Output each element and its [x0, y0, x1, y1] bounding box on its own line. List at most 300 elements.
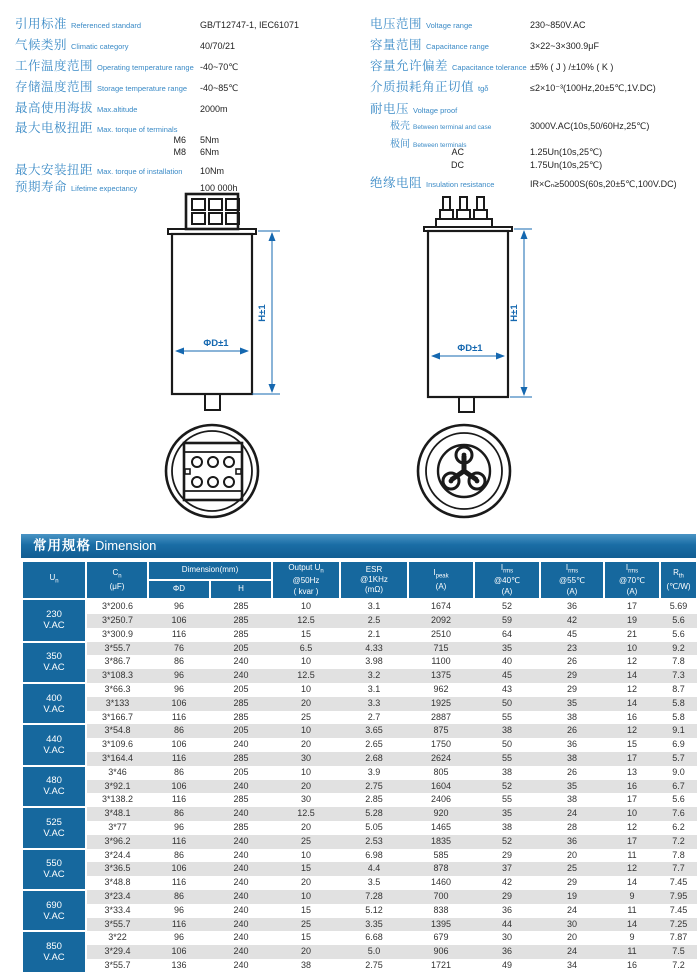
- spec-row-tgd: [370, 77, 700, 99]
- cell-irms-70: 12: [604, 683, 660, 697]
- spec-value: 230~850V.AC: [530, 20, 586, 30]
- spec-column-right: [370, 14, 700, 189]
- cell-output-un: 20: [272, 945, 340, 959]
- cell-h: 285: [210, 628, 272, 642]
- cell-esr: 2.68: [340, 752, 408, 766]
- cell-esr: 2.5: [340, 614, 408, 628]
- spec-label-en: Voltage proof: [413, 106, 458, 115]
- cell-rth: 7.2: [660, 835, 697, 849]
- col-header-irms-55: $I_{rms}$ @55℃ (A): [540, 561, 604, 599]
- table-row: [22, 628, 697, 642]
- cell-irms-55: 24: [540, 904, 604, 918]
- spec-value: -40~70℃: [200, 62, 239, 72]
- table-row: [22, 738, 697, 752]
- capacitor-body: [172, 234, 252, 394]
- cell-cn: 3*200.6: [86, 599, 148, 614]
- cell-output-un: 10: [272, 683, 340, 697]
- col-header-ipeak: $I_{peak}$ (A): [408, 561, 474, 599]
- spec-row-dc: [370, 160, 700, 173]
- cell-esr: 2.75: [340, 780, 408, 794]
- cell-irms-55: 29: [540, 876, 604, 890]
- spec-row-torque-m8: [15, 147, 370, 160]
- cell-h: 240: [210, 669, 272, 683]
- spec-label-zh: 容量允许偏差: [370, 59, 449, 73]
- cell-irms-55: 29: [540, 683, 604, 697]
- cell-cn: 3*133: [86, 697, 148, 711]
- cell-irms-70: 16: [604, 959, 660, 973]
- spec-label-en: Max. torque of terminals: [97, 125, 178, 134]
- cell-rth: 9.2: [660, 642, 697, 656]
- cell-h: 240: [210, 655, 272, 669]
- spec-value: ≤2×10⁻³(100Hz,20±5℃,1V.DC): [530, 83, 656, 93]
- cell-esr: 5.28: [340, 807, 408, 821]
- cell-rth: 7.87: [660, 931, 697, 945]
- cell-output-un: 15: [272, 862, 340, 876]
- table-row: [22, 599, 697, 614]
- spec-row-operating-temp: [15, 56, 370, 77]
- cell-output-un: 10: [272, 655, 340, 669]
- cell-cn: 3*164.4: [86, 752, 148, 766]
- cell-irms-55: 20: [540, 931, 604, 945]
- spec-value: IR×Cₙ≥5000S(60s,20±5℃,100V.DC): [530, 179, 677, 189]
- cell-esr: 3.1: [340, 683, 408, 697]
- cell-irms-55: 26: [540, 766, 604, 780]
- cell-esr: 2.65: [340, 738, 408, 752]
- cell-cn: 3*48.1: [86, 807, 148, 821]
- diameter-dimension-right: [432, 343, 504, 356]
- col-header-esr: ESR @1KHz (mΩ): [340, 561, 408, 599]
- spec-label-en: Voltage range: [426, 21, 473, 30]
- cell-rth: 9.1: [660, 724, 697, 738]
- cell-phid: 96: [148, 599, 210, 614]
- table-row: [22, 931, 697, 945]
- cell-phid: 86: [148, 724, 210, 738]
- cell-esr: 3.3: [340, 697, 408, 711]
- cell-irms-40: 59: [474, 614, 540, 628]
- spec-label-en: Max. torque of installation: [97, 167, 183, 176]
- cell-irms-55: 24: [540, 807, 604, 821]
- cell-h: 205: [210, 683, 272, 697]
- cell-irms-70: 13: [604, 766, 660, 780]
- cell-ipeak: 1460: [408, 876, 474, 890]
- cell-cn: 3*54.8: [86, 724, 148, 738]
- spec-label-en: Referenced standard: [71, 21, 142, 30]
- cell-irms-55: 35: [540, 697, 604, 711]
- cell-output-un: 25: [272, 711, 340, 725]
- cell-ipeak: 715: [408, 642, 474, 656]
- cell-esr: 3.5: [340, 876, 408, 890]
- cell-irms-55: 23: [540, 642, 604, 656]
- cell-irms-55: 30: [540, 918, 604, 932]
- cell-esr: 3.98: [340, 655, 408, 669]
- col-header-irms-40: $I_{rms}$ @40℃ (A): [474, 561, 540, 599]
- cell-rth: 7.5: [660, 945, 697, 959]
- cell-rth: 5.6: [660, 793, 697, 807]
- cell-h: 240: [210, 876, 272, 890]
- spec-row-terminal-torque: [15, 118, 370, 135]
- cell-rth: 9.0: [660, 766, 697, 780]
- cell-irms-40: 49: [474, 959, 540, 973]
- table-row: [22, 683, 697, 697]
- cell-irms-55: 38: [540, 752, 604, 766]
- cell-phid: 86: [148, 890, 210, 904]
- cell-irms-70: 21: [604, 628, 660, 642]
- table-row: [22, 642, 697, 656]
- cell-irms-40: 43: [474, 683, 540, 697]
- cell-irms-55: 38: [540, 793, 604, 807]
- cell-rth: 7.95: [660, 890, 697, 904]
- cell-irms-40: 45: [474, 669, 540, 683]
- spec-label-zh: 容量范围: [370, 38, 423, 52]
- cell-cn: 3*46: [86, 766, 148, 780]
- spec-column-left: [15, 14, 370, 194]
- spec-label-en: Between terminal and case: [413, 124, 492, 131]
- col-header-output-un: Output $U_n$ @50Hz ( kvar ): [272, 561, 340, 599]
- cell-esr: 4.33: [340, 642, 408, 656]
- cell-phid: 116: [148, 876, 210, 890]
- table-title-bar: [21, 534, 696, 558]
- cell-cn: 3*48.8: [86, 876, 148, 890]
- un-group-cell: 350 V.AC: [22, 642, 86, 683]
- cell-irms-40: 50: [474, 738, 540, 752]
- cell-rth: 7.8: [660, 655, 697, 669]
- cell-output-un: 20: [272, 876, 340, 890]
- spec-label-zh: 介质损耗角正切值: [370, 80, 475, 94]
- cell-output-un: 10: [272, 599, 340, 614]
- cell-irms-70: 15: [604, 738, 660, 752]
- cell-esr: 6.98: [340, 849, 408, 863]
- cell-h: 285: [210, 614, 272, 628]
- cell-rth: 7.3: [660, 669, 697, 683]
- cell-cn: 3*33.4: [86, 904, 148, 918]
- cell-ipeak: 1604: [408, 780, 474, 794]
- spec-row-terminal-case: [370, 116, 700, 134]
- cell-cn: 3*24.4: [86, 849, 148, 863]
- table-row: [22, 766, 697, 780]
- table-row: [22, 849, 697, 863]
- terminal-studs-3pin: [436, 197, 492, 227]
- cell-irms-70: 11: [604, 849, 660, 863]
- cell-irms-55: 38: [540, 711, 604, 725]
- cell-ipeak: 2624: [408, 752, 474, 766]
- cell-output-un: 30: [272, 793, 340, 807]
- cell-rth: 6.2: [660, 821, 697, 835]
- cell-ipeak: 1925: [408, 697, 474, 711]
- cell-irms-40: 38: [474, 821, 540, 835]
- cell-ipeak: 700: [408, 890, 474, 904]
- cell-esr: 3.35: [340, 918, 408, 932]
- cell-rth: 7.8: [660, 849, 697, 863]
- top-view-6-terminal: [166, 425, 258, 517]
- cell-output-un: 10: [272, 849, 340, 863]
- spec-row-climatic-category: [15, 35, 370, 56]
- cell-esr: 2.53: [340, 835, 408, 849]
- cell-rth: 5.6: [660, 614, 697, 628]
- cell-phid: 106: [148, 697, 210, 711]
- dimension-table-body: [22, 599, 697, 973]
- cell-output-un: 20: [272, 697, 340, 711]
- spec-label-zh: 电压范围: [370, 17, 423, 31]
- cell-esr: 5.05: [340, 821, 408, 835]
- cell-rth: 5.7: [660, 752, 697, 766]
- cell-phid: 76: [148, 642, 210, 656]
- spec-row-ac: [370, 147, 700, 160]
- cell-irms-55: 42: [540, 614, 604, 628]
- cell-ipeak: 1674: [408, 599, 474, 614]
- cell-esr: 2.75: [340, 959, 408, 973]
- cell-esr: 5.12: [340, 904, 408, 918]
- cell-irms-70: 14: [604, 669, 660, 683]
- cell-irms-70: 14: [604, 697, 660, 711]
- table-row: [22, 724, 697, 738]
- cell-rth: 7.2: [660, 959, 697, 973]
- cell-ipeak: 906: [408, 945, 474, 959]
- spec-label-en: Max.altitude: [97, 105, 138, 114]
- cell-phid: 116: [148, 711, 210, 725]
- table-row: [22, 835, 697, 849]
- cell-output-un: 10: [272, 890, 340, 904]
- cell-cn: 3*77: [86, 821, 148, 835]
- cell-h: 240: [210, 945, 272, 959]
- cell-phid: 116: [148, 793, 210, 807]
- cell-irms-70: 12: [604, 724, 660, 738]
- col-header-un: $U_n$: [22, 561, 86, 599]
- spec-row-voltage-proof: [370, 99, 700, 116]
- cell-irms-40: 29: [474, 849, 540, 863]
- spec-label-en: Capacitance tolerance: [452, 63, 527, 72]
- cell-irms-40: 35: [474, 807, 540, 821]
- dimension-table: [21, 560, 698, 974]
- cell-h: 240: [210, 807, 272, 821]
- spec-value: ±5% ( J ) /±10% ( K ): [530, 62, 614, 72]
- spec-label-en: tgδ: [478, 84, 489, 93]
- table-row: [22, 876, 697, 890]
- mounting-stud: [205, 394, 220, 410]
- cell-irms-70: 11: [604, 945, 660, 959]
- cell-cn: 3*23.4: [86, 890, 148, 904]
- spec-label-zh: 气候类别: [15, 38, 68, 52]
- cell-irms-55: 20: [540, 849, 604, 863]
- cell-esr: 2.85: [340, 793, 408, 807]
- cell-ipeak: 1835: [408, 835, 474, 849]
- cell-rth: 6.9: [660, 738, 697, 752]
- cell-esr: 3.65: [340, 724, 408, 738]
- cell-irms-70: 12: [604, 821, 660, 835]
- table-row: [22, 793, 697, 807]
- spec-label-zh: 最高使用海拔: [15, 101, 94, 115]
- torque-size-label: M6: [173, 135, 186, 145]
- spec-row-capacitance-range: [370, 35, 700, 56]
- cell-output-un: 20: [272, 738, 340, 752]
- cell-cn: 3*92.1: [86, 780, 148, 794]
- cell-irms-40: 30: [474, 931, 540, 945]
- un-group-cell: 230 V.AC: [22, 599, 86, 641]
- cell-ipeak: 805: [408, 766, 474, 780]
- cell-phid: 116: [148, 835, 210, 849]
- spec-section: [0, 0, 700, 194]
- cell-cn: 3*29.4: [86, 945, 148, 959]
- table-header: [22, 561, 697, 599]
- cell-irms-70: 9: [604, 931, 660, 945]
- spec-value: 1.25Un(10s,25℃): [530, 147, 603, 157]
- cell-ipeak: 1465: [408, 821, 474, 835]
- cell-irms-40: 50: [474, 697, 540, 711]
- cell-cn: 3*138.2: [86, 793, 148, 807]
- cell-phid: 106: [148, 614, 210, 628]
- cell-h: 240: [210, 959, 272, 973]
- cell-irms-70: 16: [604, 711, 660, 725]
- table-row: [22, 697, 697, 711]
- cell-rth: 6.7: [660, 780, 697, 794]
- terminal-block-6pin: [186, 194, 239, 229]
- table-row: [22, 669, 697, 683]
- cell-irms-55: 26: [540, 724, 604, 738]
- cell-ipeak: 1375: [408, 669, 474, 683]
- spec-value: 5Nm: [200, 135, 220, 145]
- cell-irms-55: 19: [540, 890, 604, 904]
- cell-output-un: 15: [272, 931, 340, 945]
- un-group-cell: 400 V.AC: [22, 683, 86, 724]
- table-row: [22, 711, 697, 725]
- cell-irms-40: 40: [474, 655, 540, 669]
- cell-irms-55: 36: [540, 738, 604, 752]
- acdc-label: DC: [451, 160, 464, 170]
- cell-output-un: 12.5: [272, 669, 340, 683]
- cell-rth: 5.8: [660, 711, 697, 725]
- cell-h: 285: [210, 697, 272, 711]
- torque-size-label: M8: [173, 147, 186, 157]
- cell-irms-55: 29: [540, 669, 604, 683]
- cell-output-un: 15: [272, 904, 340, 918]
- cell-rth: 8.7: [660, 683, 697, 697]
- cell-irms-55: 24: [540, 945, 604, 959]
- cell-irms-40: 55: [474, 711, 540, 725]
- cell-ipeak: 1721: [408, 959, 474, 973]
- cell-irms-55: 36: [540, 599, 604, 614]
- cell-esr: 2.1: [340, 628, 408, 642]
- cell-phid: 96: [148, 669, 210, 683]
- cell-h: 240: [210, 738, 272, 752]
- cell-irms-70: 19: [604, 614, 660, 628]
- cell-irms-40: 38: [474, 766, 540, 780]
- cell-ipeak: 878: [408, 862, 474, 876]
- cell-phid: 116: [148, 918, 210, 932]
- spec-row-insulation-resistance: [370, 173, 700, 189]
- cell-phid: 86: [148, 766, 210, 780]
- cell-rth: 5.6: [660, 628, 697, 642]
- cell-irms-40: 37: [474, 862, 540, 876]
- spec-row-referenced-standard: [15, 14, 370, 35]
- cell-ipeak: 838: [408, 904, 474, 918]
- spec-value: 100 000h: [200, 183, 238, 193]
- cell-cn: 3*109.6: [86, 738, 148, 752]
- cell-ipeak: 2092: [408, 614, 474, 628]
- spec-label-en: Between terminals: [413, 142, 467, 149]
- spec-label-zh: 工作温度范围: [15, 59, 94, 73]
- cell-irms-40: 55: [474, 793, 540, 807]
- mounting-stud: [459, 397, 474, 412]
- spec-row-installation-torque: [15, 160, 370, 177]
- spec-label-zh: 存储温度范围: [15, 80, 94, 94]
- table-row: [22, 807, 697, 821]
- acdc-label: AC: [451, 147, 464, 157]
- table-row: [22, 862, 697, 876]
- spec-label-en: Storage temperature range: [97, 84, 188, 93]
- cell-phid: 86: [148, 655, 210, 669]
- un-group-cell: 440 V.AC: [22, 724, 86, 765]
- cell-cn: 3*55.7: [86, 918, 148, 932]
- cell-irms-55: 34: [540, 959, 604, 973]
- col-header-phid: ΦD: [148, 580, 210, 599]
- cell-esr: 3.2: [340, 669, 408, 683]
- cell-ipeak: 2406: [408, 793, 474, 807]
- capacitor-body: [428, 231, 508, 397]
- cell-phid: 136: [148, 959, 210, 973]
- cell-phid: 106: [148, 780, 210, 794]
- cell-irms-70: 11: [604, 904, 660, 918]
- cell-irms-40: 52: [474, 599, 540, 614]
- cell-phid: 96: [148, 683, 210, 697]
- cell-h: 240: [210, 862, 272, 876]
- cell-irms-70: 17: [604, 599, 660, 614]
- cell-ipeak: 679: [408, 931, 474, 945]
- cell-irms-70: 12: [604, 862, 660, 876]
- table-row: [22, 890, 697, 904]
- cell-output-un: 25: [272, 918, 340, 932]
- cell-irms-40: 38: [474, 724, 540, 738]
- spec-label-en: Lifetime expectancy: [71, 184, 138, 193]
- cell-h: 240: [210, 904, 272, 918]
- cell-irms-40: 64: [474, 628, 540, 642]
- spec-value: 3×22~3×300.9μF: [530, 41, 599, 51]
- spec-label-zh: 预期寿命: [15, 180, 68, 194]
- cell-esr: 4.4: [340, 862, 408, 876]
- spec-row-between-terminals: [370, 134, 700, 150]
- cell-output-un: 12.5: [272, 614, 340, 628]
- spec-value: 10Nm: [200, 166, 225, 176]
- cell-ipeak: 1100: [408, 655, 474, 669]
- cell-output-un: 30: [272, 752, 340, 766]
- spec-value: 6Nm: [200, 147, 220, 157]
- cell-irms-55: 26: [540, 655, 604, 669]
- cell-cn: 3*55.7: [86, 959, 148, 973]
- spec-label-en: Climatic category: [71, 42, 129, 51]
- cell-cn: 3*86.7: [86, 655, 148, 669]
- cell-ipeak: 875: [408, 724, 474, 738]
- cell-h: 240: [210, 931, 272, 945]
- cell-phid: 96: [148, 904, 210, 918]
- cell-irms-70: 17: [604, 835, 660, 849]
- spec-row-capacitance-tolerance: [370, 56, 700, 77]
- spec-label-en: Operating temperature range: [97, 63, 194, 72]
- cell-irms-40: 55: [474, 752, 540, 766]
- cell-irms-55: 36: [540, 835, 604, 849]
- cell-esr: 7.28: [340, 890, 408, 904]
- un-group-cell: 480 V.AC: [22, 766, 86, 807]
- table-row: [22, 945, 697, 959]
- spec-row-torque-m6: [15, 135, 370, 147]
- cell-h: 285: [210, 599, 272, 614]
- cell-irms-40: 52: [474, 835, 540, 849]
- cell-output-un: 15: [272, 628, 340, 642]
- cell-phid: 86: [148, 849, 210, 863]
- cell-esr: 5.0: [340, 945, 408, 959]
- cell-output-un: 12.5: [272, 807, 340, 821]
- cell-rth: 7.6: [660, 807, 697, 821]
- cell-irms-40: 36: [474, 904, 540, 918]
- cell-phid: 106: [148, 738, 210, 752]
- cell-irms-40: 35: [474, 642, 540, 656]
